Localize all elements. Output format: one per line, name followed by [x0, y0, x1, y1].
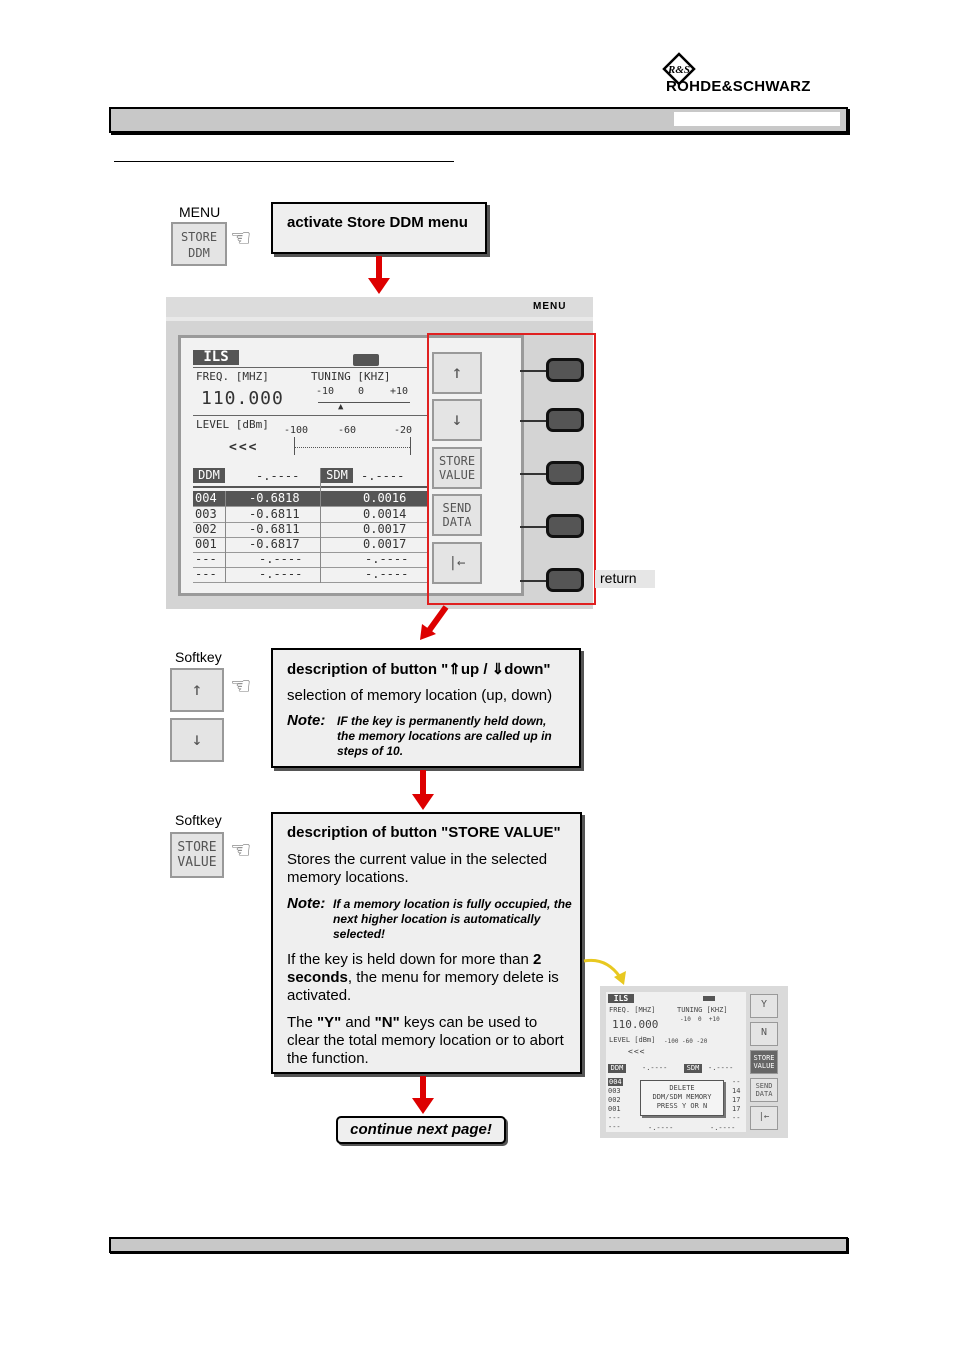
sdm-current-value: -.----	[361, 469, 405, 483]
hold-text: If the key is held down for more than	[287, 951, 529, 968]
n-key-ref: "N"	[374, 1014, 400, 1031]
section3-box	[271, 812, 582, 1074]
row-sdm: 0.0017	[363, 522, 407, 536]
yn-text: keys can be used to clear the total memory location or to abort the function.	[287, 1014, 564, 1067]
mini-bottom-ddm: -.----	[648, 1124, 674, 1132]
pointing-hand-icon: ☜	[230, 673, 252, 700]
row-location: ---	[195, 567, 217, 581]
section3-note	[287, 897, 580, 942]
ddm-current-value: -.----	[256, 469, 300, 483]
section3-paragraph-hold	[287, 951, 580, 1005]
mini-loc: 004	[609, 1078, 622, 1086]
store-value-key-line1: STORE	[177, 840, 217, 855]
mini-key-store-value[interactable]	[750, 1050, 778, 1074]
softkey-send-data-label: SEND DATA	[442, 501, 472, 529]
section2-box	[271, 648, 581, 768]
tuning-tick-label: 0	[358, 386, 365, 397]
dialog-line3: PRESS Y OR N	[656, 1102, 708, 1110]
down-key[interactable]	[170, 718, 224, 762]
hardkey-4[interactable]	[546, 514, 584, 538]
return-icon: |←	[758, 1112, 770, 1122]
note-text: If a memory location is fully occupied, the next higher location is automatically selected!	[333, 897, 572, 941]
row-location: 002	[195, 522, 217, 536]
hold-text-end: , the menu for memory delete is activated.	[287, 969, 559, 1004]
mini-key-store-value-label: STORE VALUE	[753, 1054, 775, 1070]
mini-tuning-ticks: -10 0 +10	[680, 1016, 720, 1023]
mini-loc: 003	[608, 1087, 621, 1095]
mini-key-y-label: Y	[760, 999, 768, 1010]
mini-loc: 001	[608, 1105, 621, 1113]
level-tick-label: -100	[284, 425, 309, 436]
level-tick-label: -60	[338, 425, 357, 436]
device-menu-tag: MENU	[533, 301, 567, 312]
mini-key-y[interactable]	[750, 994, 778, 1018]
footer-bar	[109, 1237, 848, 1253]
store-value-key-line2: VALUE	[177, 855, 217, 870]
mini-right-value: --	[732, 1114, 741, 1122]
mini-loc: ---	[608, 1114, 621, 1122]
header-bar-field	[674, 112, 840, 126]
level-scale-end	[410, 437, 411, 455]
mini-key-n[interactable]	[750, 1022, 778, 1046]
level-label: LEVEL [dBm]	[196, 418, 269, 431]
mini-level-ticks: -100 -60 -20	[664, 1038, 708, 1045]
row-sdm: 0.0017	[363, 537, 407, 551]
table-row[interactable]	[193, 522, 427, 538]
arrow-down-icon: ↓	[191, 729, 203, 750]
mini-lcd	[606, 992, 746, 1132]
mini-right-value: 14	[732, 1087, 741, 1095]
mini-freq-value: 110.000	[612, 1018, 659, 1031]
header-bar	[109, 107, 848, 133]
table-row[interactable]	[193, 507, 427, 523]
tuning-tick-label: -10	[316, 386, 335, 397]
section-heading-rule	[114, 161, 454, 162]
mini-level-label: LEVEL [dBm]	[609, 1036, 656, 1044]
ddm-header: DDM	[193, 468, 225, 483]
hardkey-1[interactable]	[546, 358, 584, 382]
dialog-line1: DELETE	[669, 1084, 695, 1092]
table-row[interactable]	[193, 567, 427, 583]
mini-ddm-value: -.----	[642, 1064, 668, 1072]
mini-key-n-label: N	[760, 1027, 768, 1038]
pointing-hand-icon: ☜	[230, 225, 252, 252]
return-icon: |←	[448, 555, 466, 571]
arrow-up-icon: ↑	[191, 679, 203, 700]
return-label: return	[595, 570, 655, 588]
mini-sdm-header: SDM	[684, 1064, 702, 1073]
diagonal-arrow-icon	[418, 604, 452, 642]
step1-text: activate Store DDM menu	[287, 214, 468, 231]
softkey-label: Softkey	[175, 812, 222, 828]
row-location: ---	[195, 552, 217, 566]
store-ddm-key-line2: DDM	[188, 246, 210, 260]
continue-text: continue next page!	[350, 1121, 492, 1138]
tuning-pointer-icon: ▲	[338, 402, 344, 412]
mini-loc: 002	[608, 1096, 621, 1104]
step1-box	[271, 202, 487, 254]
row-ddm: -0.6811	[249, 507, 300, 521]
brand-name: ROHDE&SCHWARZ	[666, 78, 811, 95]
mini-right-value: --	[732, 1078, 741, 1086]
arrow-down-icon: ↓	[451, 409, 463, 430]
continue-badge	[336, 1116, 506, 1144]
level-scale	[294, 437, 295, 455]
lcd-indicator	[353, 354, 379, 366]
hardkey-3[interactable]	[546, 461, 584, 485]
row-location: 001	[195, 537, 217, 551]
mini-right-value: 17	[732, 1105, 741, 1113]
level-marker: <<<	[229, 440, 259, 455]
freq-label: FREQ. [MHZ]	[196, 370, 269, 383]
mini-key-send-data[interactable]	[750, 1078, 778, 1102]
mini-bottom-sdm: -.----	[710, 1124, 736, 1132]
table-row[interactable]	[193, 537, 427, 553]
section3-title: description of button "STORE VALUE"	[287, 824, 561, 841]
row-ddm: -0.6818	[249, 491, 300, 505]
lcd-mid-rule	[193, 415, 427, 416]
section3-paragraph-yn	[287, 1014, 580, 1068]
device-menu-strip	[166, 297, 593, 317]
arrow-up-icon: ↑	[451, 362, 463, 383]
tuning-scale	[318, 402, 410, 403]
y-key-ref: "Y"	[317, 1014, 342, 1031]
mini-key-send-data-label: SEND DATA	[755, 1082, 773, 1098]
softkey-label: Softkey	[175, 649, 222, 665]
hold-duration: 2 seconds	[287, 951, 542, 986]
tuning-label: TUNING [KHZ]	[311, 370, 391, 383]
dialog-line2: DDM/SDM MEMORY	[652, 1093, 712, 1101]
yn-text: and	[341, 1014, 375, 1031]
level-tick-label: -20	[394, 425, 413, 436]
section2-body: selection of memory location (up, down)	[287, 687, 553, 704]
table-row[interactable]	[193, 491, 427, 507]
store-value-key[interactable]	[170, 832, 224, 878]
menu-label: MENU	[179, 204, 221, 220]
mini-ddm-header: DDM	[608, 1064, 626, 1073]
mini-key-return[interactable]	[750, 1106, 778, 1130]
store-ddm-key-line1: STORE	[180, 230, 218, 244]
level-scale-base	[294, 447, 410, 449]
mini-level-marker: <<<	[628, 1047, 646, 1056]
mini-device-panel	[600, 986, 788, 1138]
section3-body: Stores the current value in the selected memory locations.	[287, 851, 548, 886]
row-ddm: -0.6811	[249, 522, 300, 536]
store-ddm-key[interactable]	[171, 222, 227, 266]
hardkey-return[interactable]	[546, 568, 584, 592]
freq-value: 110.000	[201, 388, 284, 409]
table-row[interactable]	[193, 552, 427, 568]
row-sdm: -.----	[365, 567, 409, 581]
row-sdm: 0.0016	[363, 491, 407, 505]
table-column-divider	[225, 491, 226, 583]
up-key[interactable]	[170, 668, 224, 712]
delete-dialog	[640, 1080, 724, 1116]
lcd-top-rule	[193, 367, 427, 368]
row-location: 004	[195, 491, 217, 505]
hardkey-2[interactable]	[546, 408, 584, 432]
pointing-hand-icon: ☜	[230, 837, 252, 864]
tuning-tick-label: +10	[390, 386, 409, 397]
mini-tuning-label: TUNING [KHZ]	[677, 1006, 728, 1014]
row-location: 003	[195, 507, 217, 521]
section2-title: description of button "⇑up / ⇓down"	[287, 661, 551, 678]
row-ddm: -.----	[259, 567, 303, 581]
section2-note	[287, 714, 565, 759]
sdm-header: SDM	[321, 468, 353, 483]
note-text: IF the key is permanently held down, the memory locations are called up in steps of 10.	[337, 714, 552, 758]
mini-loc: ---	[608, 1123, 621, 1131]
note-label: Note:	[287, 895, 326, 912]
row-ddm: -.----	[259, 552, 303, 566]
row-ddm: -0.6817	[249, 537, 300, 551]
row-sdm: 0.0014	[363, 507, 407, 521]
svg-text:R&S: R&S	[667, 64, 691, 76]
table-header-rule	[193, 486, 427, 488]
softkey-store-value-label: STORE VALUE	[438, 454, 476, 482]
table-column-divider	[320, 468, 321, 583]
yn-text: The	[287, 1014, 318, 1031]
mini-sdm-value: -.----	[708, 1064, 734, 1072]
mini-ils: ILS	[608, 994, 634, 1003]
yellow-arrow-icon	[580, 955, 630, 987]
row-sdm: -.----	[365, 552, 409, 566]
ils-label: ILS	[193, 350, 239, 365]
note-label: Note:	[287, 712, 326, 729]
mini-indicator	[703, 996, 715, 1001]
brand-logo	[662, 52, 838, 96]
mini-freq-label: FREQ. [MHZ]	[609, 1006, 656, 1014]
mini-right-value: 17	[732, 1096, 741, 1104]
